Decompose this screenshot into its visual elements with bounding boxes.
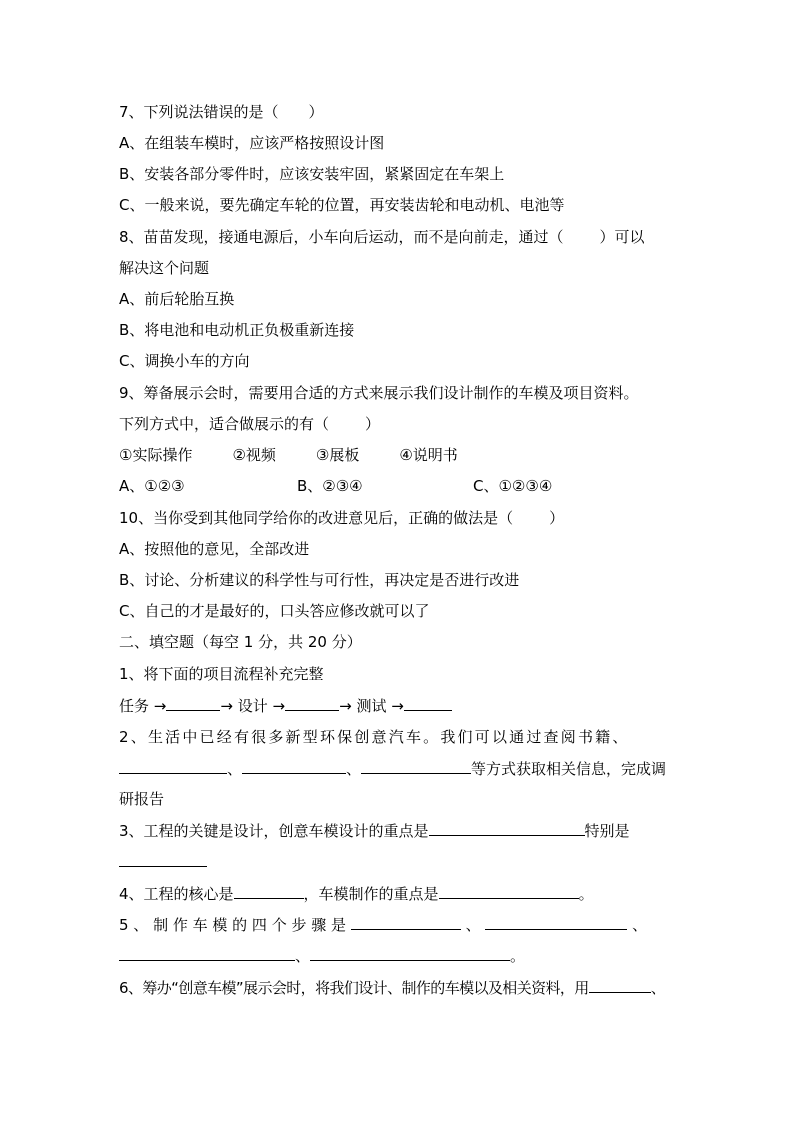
fill3-stem-text: 3、工程的关键是设计，创意车模设计的重点是 <box>119 822 429 840</box>
arrow-icon: → <box>220 697 233 715</box>
arrow-icon: → <box>272 697 286 715</box>
q9-item-3: ③展板 <box>315 446 360 464</box>
answer-blank[interactable] <box>119 757 227 774</box>
fill3-tail: 特别是 <box>584 822 630 840</box>
fill2-stem: 2、生活中已经有很多新型环保创意汽车。我们可以通过查阅书籍、 <box>119 728 630 746</box>
flow-step-task: 任务 <box>119 697 150 715</box>
fill4-text-b: ，车模制作的重点是 <box>303 885 439 903</box>
q10-option-a: A、按照他的意见，全部改进 <box>119 540 310 558</box>
flow-step-design: 设计 <box>237 697 268 715</box>
fill4-text-a: 4、工程的核心是 <box>119 885 234 903</box>
q9-item-1: ①实际操作 <box>119 446 193 464</box>
q9-stem-text: 下列方式中，适合做展示的有（ <box>119 415 330 433</box>
fill3-blank-line <box>119 850 207 872</box>
fill6-stem <box>119 976 665 998</box>
q10-stem <box>119 507 564 529</box>
answer-blank[interactable] <box>404 694 452 711</box>
answer-blank[interactable] <box>285 694 339 711</box>
fill2-tail: 等方式获取相关信息，完成调 <box>471 760 667 778</box>
fill5-stem-text: 5 、 制 作 车 模 的 四 个 步 骤 是 <box>119 916 346 934</box>
q8-stem-text: 8、苗苗发现，接通电源后，小车向后运动，而不是向前走，通过（ <box>119 228 564 246</box>
answer-blank[interactable] <box>589 976 651 993</box>
arrow-icon: → <box>339 697 352 715</box>
fill5-blanks <box>119 944 525 966</box>
answer-blank[interactable] <box>234 882 304 899</box>
fill3-stem <box>119 819 630 841</box>
q10-stem-text: 10、当你受到其他同学给你的改进意见后，正确的做法是（ <box>119 509 514 527</box>
q8-stem-line2: 解决这个问题 <box>119 259 210 277</box>
q9-item-4: ④说明书 <box>399 446 458 464</box>
fill5-stem <box>119 913 647 935</box>
q10-stem-end: ） <box>549 509 565 527</box>
separator: 、 <box>632 916 648 934</box>
fill5-end: 。 <box>510 947 526 965</box>
q9-option-c: C、①②③④ <box>473 477 553 495</box>
separator: 、 <box>227 760 243 778</box>
section-title: 二、填空题（每空 1 分，共 20 分） <box>119 633 362 651</box>
q9-stem-line2 <box>119 413 380 435</box>
q9-item-2: ②视频 <box>232 446 276 464</box>
q8-option-c: C、调换小车的方向 <box>119 352 250 370</box>
q10-option-c: C、自己的才是最好的，口头答应修改就可以了 <box>119 602 430 620</box>
q9-stem-line1: 9、筹备展示会时，需要用合适的方式来展示我们设计制作的车模及项目资料。 <box>119 384 639 402</box>
answer-blank[interactable] <box>119 944 295 961</box>
fill6-stem-text: 6、筹办“创意车模”展示会时，将我们设计、制作的车模以及相关资料，用 <box>119 979 589 997</box>
q9-items <box>119 444 458 466</box>
answer-blank[interactable] <box>439 882 579 899</box>
fill1-stem: 1、将下面的项目流程补充完整 <box>119 665 324 683</box>
q8-option-a: A、前后轮胎互换 <box>119 290 235 308</box>
answer-blank[interactable] <box>310 944 510 961</box>
separator: 、 <box>650 979 666 997</box>
answer-blank[interactable] <box>361 757 471 774</box>
answer-blank[interactable] <box>242 757 346 774</box>
answer-blank[interactable] <box>166 694 220 711</box>
q9-stem-end: ） <box>365 415 381 433</box>
answer-blank[interactable] <box>351 913 461 930</box>
fill2-tail2: 研报告 <box>119 790 165 808</box>
separator: 、 <box>295 947 311 965</box>
q9-option-b: B、②③④ <box>297 477 363 495</box>
answer-blank[interactable] <box>119 850 207 867</box>
answer-blank[interactable] <box>485 913 627 930</box>
separator: 、 <box>346 760 362 778</box>
separator: 、 <box>465 916 481 934</box>
fill4-text-c: 。 <box>578 885 594 903</box>
fill1-flow <box>119 694 452 716</box>
q7-stem-end: ） <box>308 103 324 121</box>
q8-stem-end: ）可以 <box>599 228 645 246</box>
q7-option-b: B、安装各部分零件时，应该安装牢固，紧紧固定在车架上 <box>119 165 505 183</box>
answer-blank[interactable] <box>429 819 585 836</box>
q7-option-a: A、在组装车模时，应该严格按照设计图 <box>119 134 385 152</box>
fill2-blanks <box>119 757 666 779</box>
fill4-stem <box>119 882 594 904</box>
arrow-icon: → <box>391 697 404 715</box>
arrow-icon: → <box>153 697 167 715</box>
q7-stem <box>119 101 324 123</box>
q7-stem-text: 7、下列说法错误的是（ <box>119 103 279 121</box>
q9-option-a: A、①②③ <box>119 477 185 495</box>
q10-option-b: B、讨论、分析建议的科学性与可行性，再决定是否进行改进 <box>119 571 520 589</box>
q8-stem-line1 <box>119 226 645 248</box>
q7-option-c: C、一般来说，要先确定车轮的位置，再安装齿轮和电动机、电池等 <box>119 196 565 214</box>
q8-option-b: B、将电池和电动机正负极重新连接 <box>119 321 355 339</box>
flow-step-test: 测试 <box>356 697 387 715</box>
